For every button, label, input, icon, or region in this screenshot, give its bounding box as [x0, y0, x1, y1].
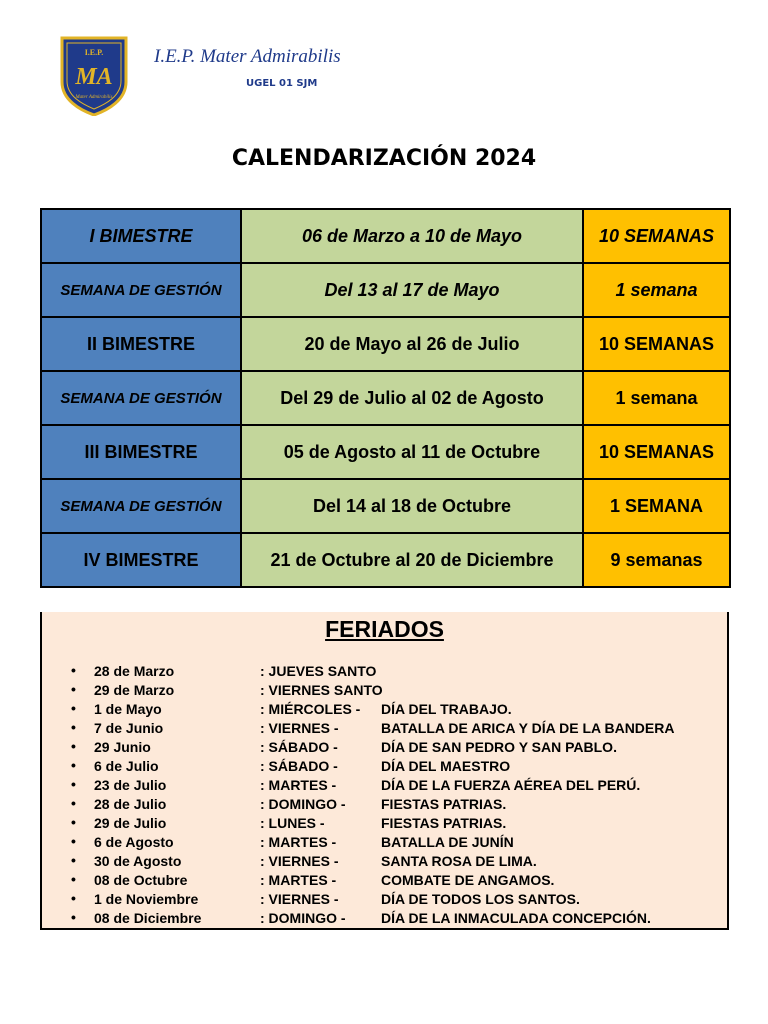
table-row [41, 263, 730, 317]
holiday-item [42, 910, 727, 929]
period-name: III BIMESTRE [41, 425, 241, 479]
holiday-day: : VIERNES - [260, 853, 339, 869]
table-row [41, 317, 730, 371]
holiday-day: : DOMINGO - [260, 796, 346, 812]
holiday-date: 23 de Julio [94, 777, 167, 793]
period-name: I BIMESTRE [41, 209, 241, 263]
holiday-date: 6 de Julio [94, 758, 159, 774]
bullet-icon: • [71, 700, 76, 716]
school-ugel: UGEL 01 SJM [246, 78, 318, 89]
holiday-event: DÍA DE TODOS LOS SANTOS. [381, 891, 580, 907]
holiday-item [42, 663, 727, 682]
bullet-icon: • [71, 738, 76, 754]
holiday-item [42, 720, 727, 739]
period-duration: 10 SEMANAS [583, 209, 730, 263]
bullet-icon: • [71, 814, 76, 830]
holiday-item [42, 796, 727, 815]
holiday-event: DÍA DE LA INMACULADA CONCEPCIÓN. [381, 910, 651, 926]
holiday-day: : DOMINGO - [260, 910, 346, 926]
holiday-date: 6 de Agosto [94, 834, 174, 850]
bullet-icon: • [71, 719, 76, 735]
holiday-date: 29 Junio [94, 739, 151, 755]
period-dates: Del 14 al 18 de Octubre [241, 479, 583, 533]
holiday-day: : LUNES - [260, 815, 325, 831]
bullet-icon: • [71, 757, 76, 773]
table-row [41, 371, 730, 425]
holiday-item [42, 815, 727, 834]
holiday-event: FIESTAS PATRIAS. [381, 815, 507, 831]
holiday-item [42, 834, 727, 853]
holiday-day: : VIERNES - [260, 720, 339, 736]
table-row [41, 209, 730, 263]
holiday-date: 08 de Octubre [94, 872, 188, 888]
holiday-date: 29 de Marzo [94, 682, 175, 698]
period-name: IV BIMESTRE [41, 533, 241, 587]
feriados-section [40, 612, 729, 930]
bullet-icon: • [71, 681, 76, 697]
holiday-event: FIESTAS PATRIAS. [381, 796, 507, 812]
holiday-day: : VIERNES - [260, 891, 339, 907]
period-duration: 1 semana [583, 371, 730, 425]
period-duration: 10 SEMANAS [583, 317, 730, 371]
holiday-day: : JUEVES SANTO [260, 663, 377, 679]
holiday-day: : SÁBADO - [260, 758, 338, 774]
holiday-event: SANTA ROSA DE LIMA. [381, 853, 537, 869]
bullet-icon: • [71, 852, 76, 868]
feriados-title: FERIADOS [325, 616, 444, 642]
holiday-item [42, 777, 727, 796]
holiday-event: DÍA DEL TRABAJO. [381, 701, 512, 717]
holiday-date: 28 de Marzo [94, 663, 175, 679]
period-dates: 21 de Octubre al 20 de Diciembre [241, 533, 583, 587]
holiday-item [42, 682, 727, 701]
holiday-item [42, 701, 727, 720]
holiday-item [42, 891, 727, 910]
page-title: CALENDARIZACIÓN 2024 [231, 146, 537, 171]
holiday-item [42, 739, 727, 758]
table-row [41, 425, 730, 479]
period-duration: 9 semanas [583, 533, 730, 587]
holiday-date: 08 de Diciembre [94, 910, 202, 926]
holiday-date: 1 de Noviembre [94, 891, 199, 907]
holiday-date: 29 de Julio [94, 815, 167, 831]
holiday-list [42, 663, 727, 929]
bullet-icon: • [71, 833, 76, 849]
period-dates: Del 13 al 17 de Mayo [241, 263, 583, 317]
holiday-date: 28 de Julio [94, 796, 167, 812]
holiday-event: DÍA DEL MAESTRO [381, 758, 511, 774]
holiday-event: DÍA DE LA FUERZA AÉREA DEL PERÚ. [381, 777, 641, 793]
holiday-day: : SÁBADO - [260, 739, 338, 755]
period-name: SEMANA DE GESTIÓN [41, 479, 241, 533]
holiday-item [42, 758, 727, 777]
period-name: II BIMESTRE [41, 317, 241, 371]
holiday-item [42, 853, 727, 872]
period-dates: 20 de Mayo al 26 de Julio [241, 317, 583, 371]
holiday-date: 7 de Junio [94, 720, 164, 736]
period-name: SEMANA DE GESTIÓN [41, 263, 241, 317]
period-dates: 06 de Marzo a 10 de Mayo [241, 209, 583, 263]
holiday-day: : MARTES - [260, 872, 337, 888]
holiday-date: 1 de Mayo [94, 701, 162, 717]
holiday-event: DÍA DE SAN PEDRO Y SAN PABLO. [381, 739, 617, 755]
period-dates: 05 de Agosto al 11 de Octubre [241, 425, 583, 479]
school-logo [60, 36, 128, 116]
logo-monogram: MA [75, 64, 113, 90]
holiday-event: BATALLA DE JUNÍN [381, 834, 514, 850]
logo-top-text: I.E.P. [84, 48, 104, 57]
bullet-icon: • [71, 795, 76, 811]
bullet-icon: • [71, 662, 76, 678]
holiday-day: : MIÉRCOLES - [260, 701, 361, 717]
holiday-day: : VIERNES SANTO [260, 682, 383, 698]
bullet-icon: • [71, 776, 76, 792]
bullet-icon: • [71, 871, 76, 887]
period-duration: 10 SEMANAS [583, 425, 730, 479]
holiday-item [42, 872, 727, 891]
school-name: I.E.P. Mater Admirabilis [154, 46, 341, 67]
holiday-day: : MARTES - [260, 777, 337, 793]
period-duration: 1 SEMANA [583, 479, 730, 533]
holiday-event: BATALLA DE ARICA Y DÍA DE LA BANDERA [381, 720, 675, 736]
table-row [41, 479, 730, 533]
holiday-day: : MARTES - [260, 834, 337, 850]
bullet-icon: • [71, 909, 76, 925]
table-row [41, 533, 730, 587]
period-name: SEMANA DE GESTIÓN [41, 371, 241, 425]
holiday-event: COMBATE DE ANGAMOS. [381, 872, 555, 888]
period-dates: Del 29 de Julio al 02 de Agosto [241, 371, 583, 425]
logo-bottom-text: Mater Admirabilis [75, 95, 113, 100]
calendar-table [40, 208, 731, 588]
holiday-date: 30 de Agosto [94, 853, 182, 869]
period-duration: 1 semana [583, 263, 730, 317]
bullet-icon: • [71, 890, 76, 906]
